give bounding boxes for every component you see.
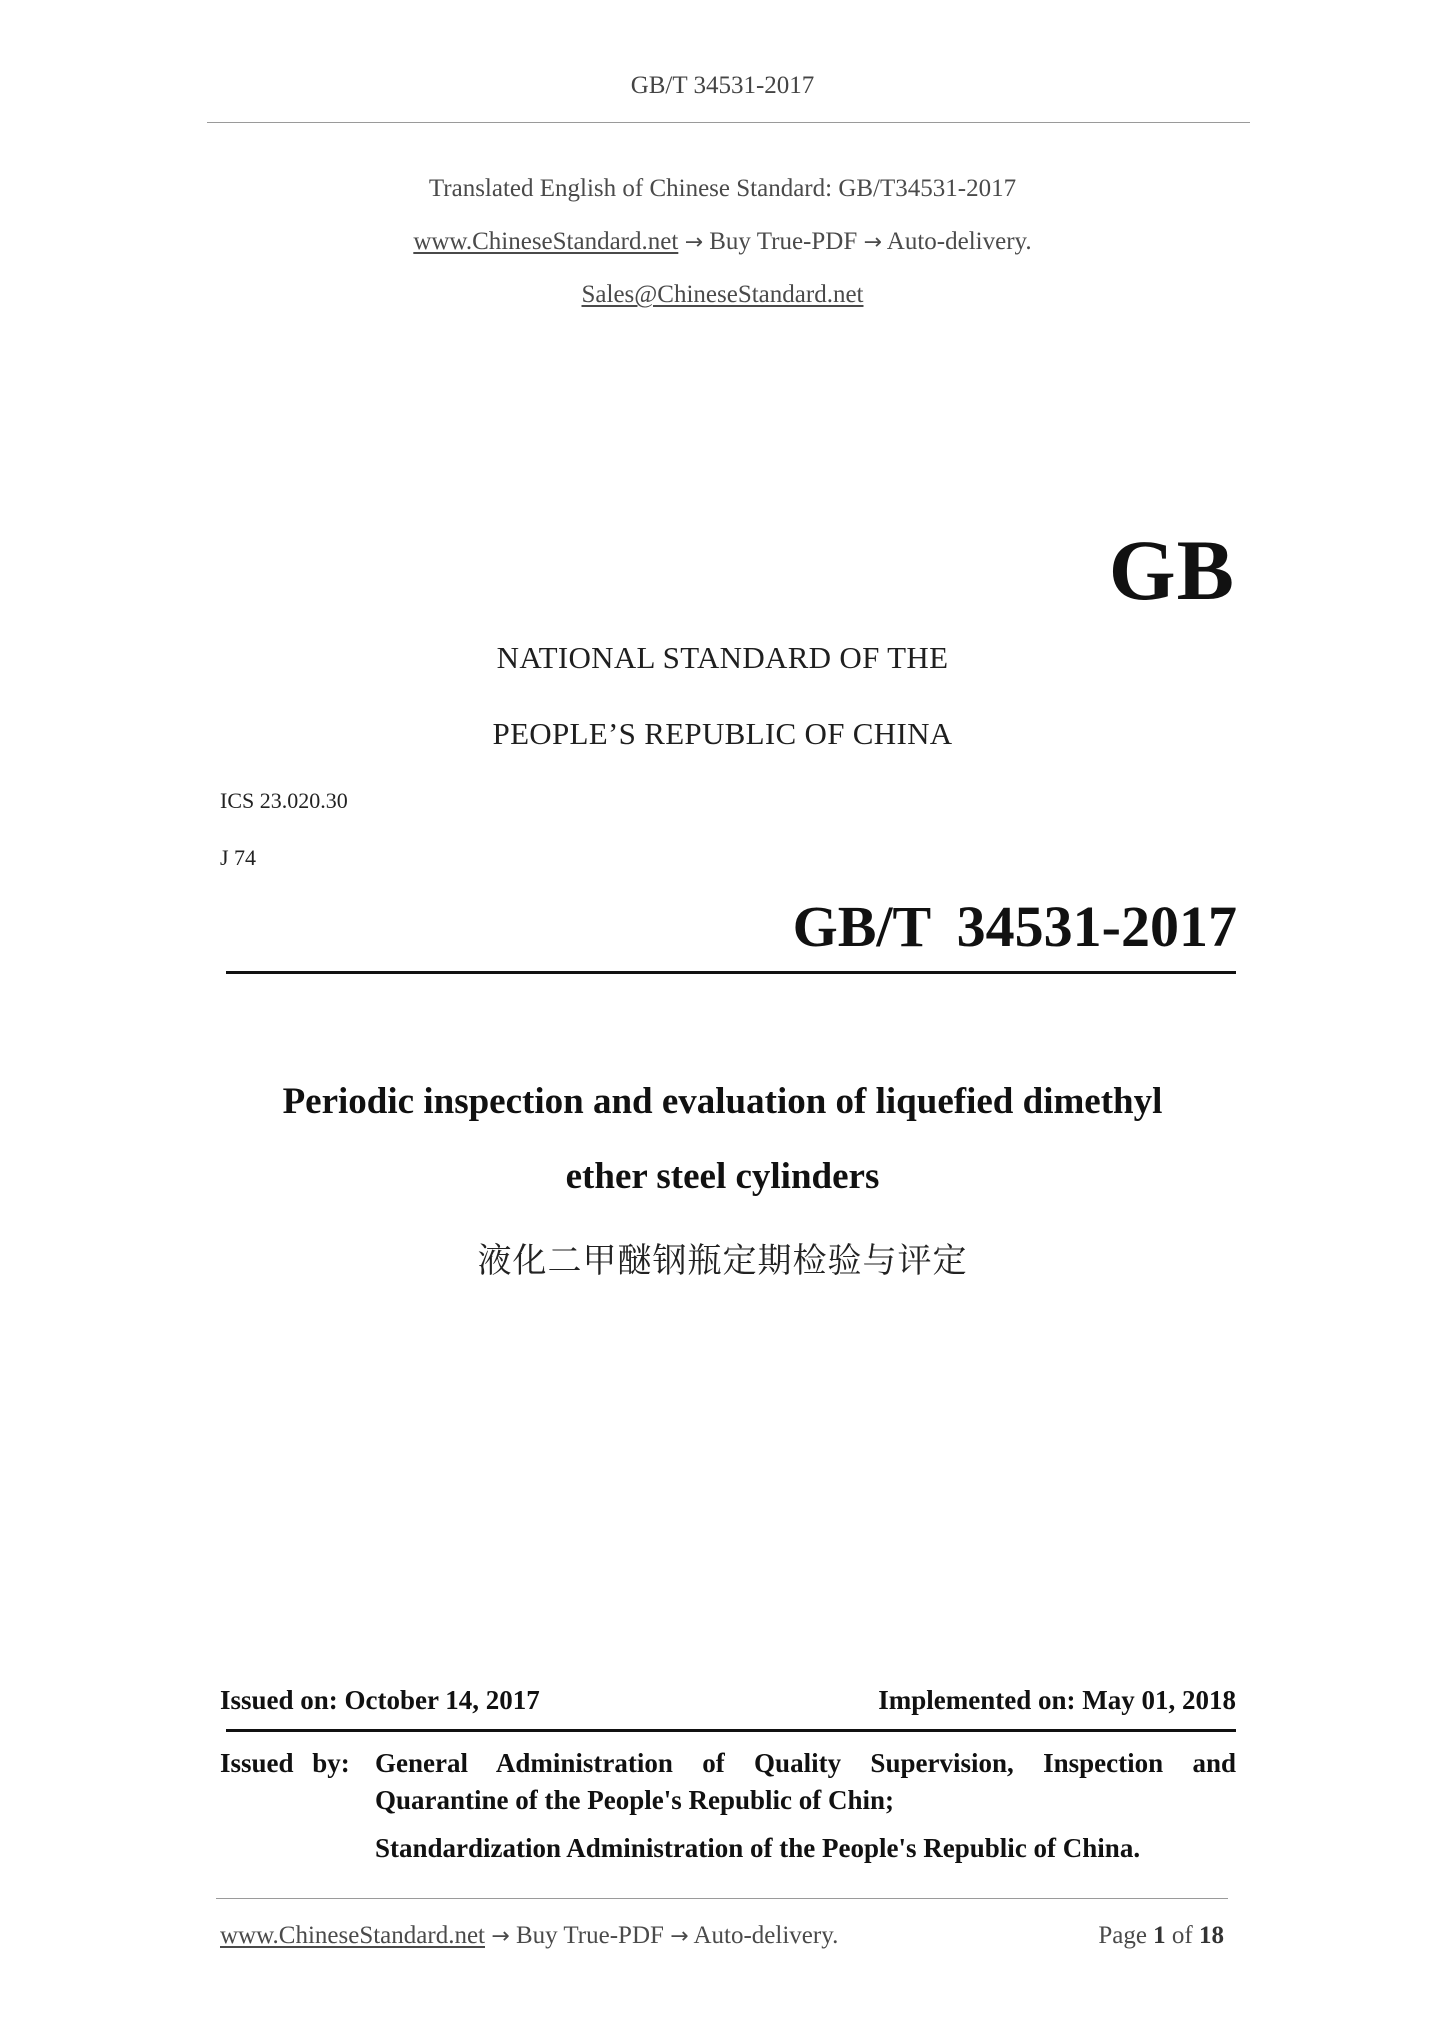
title-chinese: 液化二甲醚钢瓶定期检验与评定 [477, 1241, 968, 1281]
arrow-right-icon: → [863, 230, 882, 255]
ccs-code: J 74 [220, 845, 257, 870]
footer-buy-text: Buy True-PDF [515, 1922, 664, 1949]
footer-divider [216, 1898, 1228, 1899]
page-indicator [1098, 1922, 1224, 1950]
arrow-right-icon: → [684, 230, 703, 255]
issuer-line-2: Quarantine of the People's Republic of Chin; [375, 1785, 895, 1815]
dates-rule [226, 1729, 1236, 1732]
standard-number: GB/T 34531-2017 [792, 894, 1237, 959]
promo-email-line [0, 281, 1445, 309]
issuer-line-1: General Administration of Quality Supervision, Inspection and [375, 1748, 1236, 1778]
promo-buy-line [0, 228, 1445, 256]
page-total: 18 [1199, 1922, 1224, 1949]
issuer-line-3: Standardization Administration of the People's Republic of China. [375, 1833, 1141, 1863]
national-standard-line-2: PEOPLE’S REPUBLIC OF CHINA [492, 716, 953, 751]
header-divider [207, 122, 1250, 123]
auto-delivery-text: Auto-delivery. [886, 228, 1032, 255]
footer-site-link[interactable]: www.ChineseStandard.net [220, 1922, 485, 1949]
national-standard-line-1: NATIONAL STANDARD OF THE [496, 640, 949, 675]
running-header: GB/T 34531-2017 [630, 72, 815, 99]
implemented-on-date: Implemented on: May 01, 2018 [878, 1685, 1236, 1715]
ics-code: ICS 23.020.30 [220, 788, 348, 813]
sales-email-link[interactable]: Sales@ChineseStandard.net [581, 281, 864, 308]
title-english-line-2: ether steel cylinders [565, 1156, 880, 1197]
footer-promo [220, 1922, 838, 1950]
buy-true-pdf-text: Buy True-PDF [709, 228, 858, 255]
issued-on-date: Issued on: October 14, 2017 [220, 1685, 540, 1715]
standard-number-rule [226, 971, 1236, 974]
site-link[interactable]: www.ChineseStandard.net [413, 228, 679, 255]
title-english-line-1: Periodic inspection and evaluation of liquefied dimethyl [282, 1081, 1163, 1122]
issued-by-label: Issued by: [220, 1748, 350, 1778]
page-current: 1 [1153, 1922, 1166, 1949]
page-of: of [1171, 1922, 1193, 1949]
arrow-right-icon: → [670, 1924, 689, 1949]
promo-translation-line: Translated English of Chinese Standard: GB/T34531-2017 [428, 175, 1017, 202]
footer-delivery-text: Auto-delivery. [693, 1922, 839, 1949]
gb-logo: GB [1108, 522, 1235, 618]
page-label: Page [1098, 1922, 1147, 1949]
arrow-right-icon: → [491, 1924, 510, 1949]
